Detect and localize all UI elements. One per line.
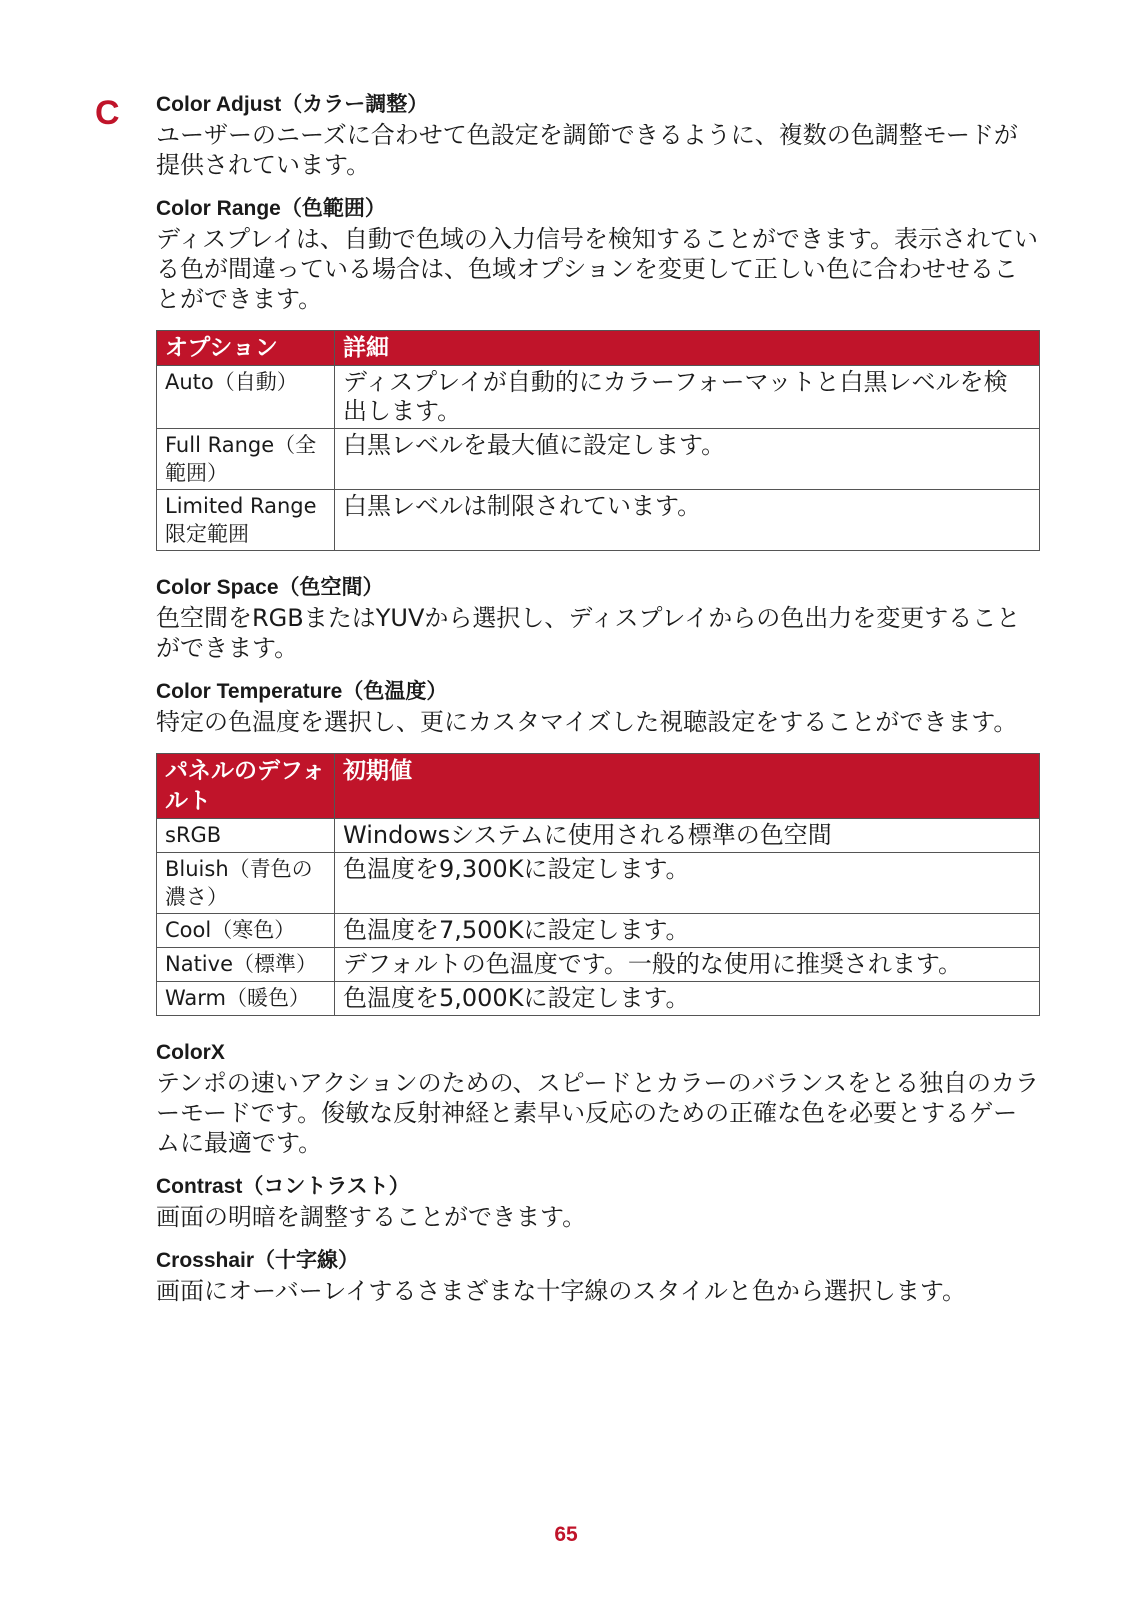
page-content: [156, 90, 1040, 1320]
table-row: [157, 490, 1040, 551]
table-header-option: パネルのデフォルト: [157, 754, 335, 819]
option-cell: Auto（自動）: [157, 366, 335, 429]
color-temperature-section: [156, 677, 1040, 737]
section-letter: C: [95, 94, 120, 132]
detail-cell: 色温度を9,300Kに設定します。: [335, 853, 1040, 914]
detail-cell: 色温度を7,500Kに設定します。: [335, 914, 1040, 948]
detail-cell: Windowsシステムに使用される標準の色空間: [335, 819, 1040, 853]
table-row: [157, 429, 1040, 490]
color-adjust-section: [156, 90, 1040, 180]
table-header-row: [157, 331, 1040, 366]
colorx-section: [156, 1038, 1040, 1158]
color-space-section: [156, 573, 1040, 663]
table-header-detail: 詳細: [335, 331, 1040, 366]
color-temperature-heading: Color Temperature（色温度）: [156, 680, 448, 703]
detail-cell: 白黒レベルは制限されています。: [335, 490, 1040, 551]
table-header-option: オプション: [157, 331, 335, 366]
option-cell: Warm（暖色）: [157, 982, 335, 1016]
color-space-heading: Color Space（色空間）: [156, 576, 384, 599]
color-temperature-body: 特定の色温度を選択し、更にカスタマイズした視聴設定をすることができます。: [156, 708, 1018, 736]
color-range-heading: Color Range（色範囲）: [156, 197, 386, 220]
detail-cell: 白黒レベルを最大値に設定します。: [335, 429, 1040, 490]
table-row: [157, 914, 1040, 948]
contrast-section: [156, 1172, 1040, 1232]
table-header-row: [157, 754, 1040, 819]
colorx-body: テンポの速いアクションのための、スピードとカラーのバランスをとる独自のカラーモードです。俊敏な反射神経と素早い反応のための正確な色を必要とするゲームに最適です。: [156, 1069, 1039, 1157]
option-cell: Limited Range 限定範囲: [157, 490, 335, 551]
table-row: [157, 366, 1040, 429]
color-range-body: ディスプレイは、自動で色域の入力信号を検知することができます。表示されている色が間違っている場合は、色域オプションを変更して正しい色に合わせせることができます。: [156, 225, 1038, 313]
color-space-body: 色空間をRGBまたはYUVから選択し、ディスプレイからの色出力を変更することができます。: [156, 604, 1021, 662]
table-row: [157, 853, 1040, 914]
option-cell: Cool（寒色）: [157, 914, 335, 948]
table-header-detail: 初期値: [335, 754, 1040, 819]
detail-cell: ディスプレイが自動的にカラーフォーマットと白黒レベルを検出します。: [335, 366, 1040, 429]
color-range-section: [156, 194, 1040, 314]
option-cell: sRGB: [157, 819, 335, 853]
option-cell: Bluish（青色の濃さ）: [157, 853, 335, 914]
color-adjust-body: ユーザーのニーズに合わせて色設定を調節できるように、複数の色調整モードが提供されています。: [156, 121, 1018, 179]
color-adjust-heading: Color Adjust（カラー調整）: [156, 93, 429, 116]
option-cell: Full Range（全範囲）: [157, 429, 335, 490]
color-temperature-table: [156, 753, 1040, 1016]
option-cell: Native（標準）: [157, 948, 335, 982]
crosshair-section: [156, 1246, 1040, 1306]
detail-cell: デフォルトの色温度です。一般的な使用に推奨されます。: [335, 948, 1040, 982]
table-row: [157, 982, 1040, 1016]
colorx-heading: ColorX: [156, 1041, 225, 1064]
table-row: [157, 948, 1040, 982]
table-row: [157, 819, 1040, 853]
page-number: 65: [554, 1523, 578, 1546]
contrast-heading: Contrast（コントラスト）: [156, 1175, 410, 1198]
detail-cell: 色温度を5,000Kに設定します。: [335, 982, 1040, 1016]
crosshair-heading: Crosshair（十字線）: [156, 1249, 360, 1272]
color-range-table: [156, 330, 1040, 551]
crosshair-body: 画面にオーバーレイするさまざまな十字線のスタイルと色から選択します。: [156, 1277, 966, 1305]
contrast-body: 画面の明暗を調整することができます。: [156, 1203, 587, 1231]
